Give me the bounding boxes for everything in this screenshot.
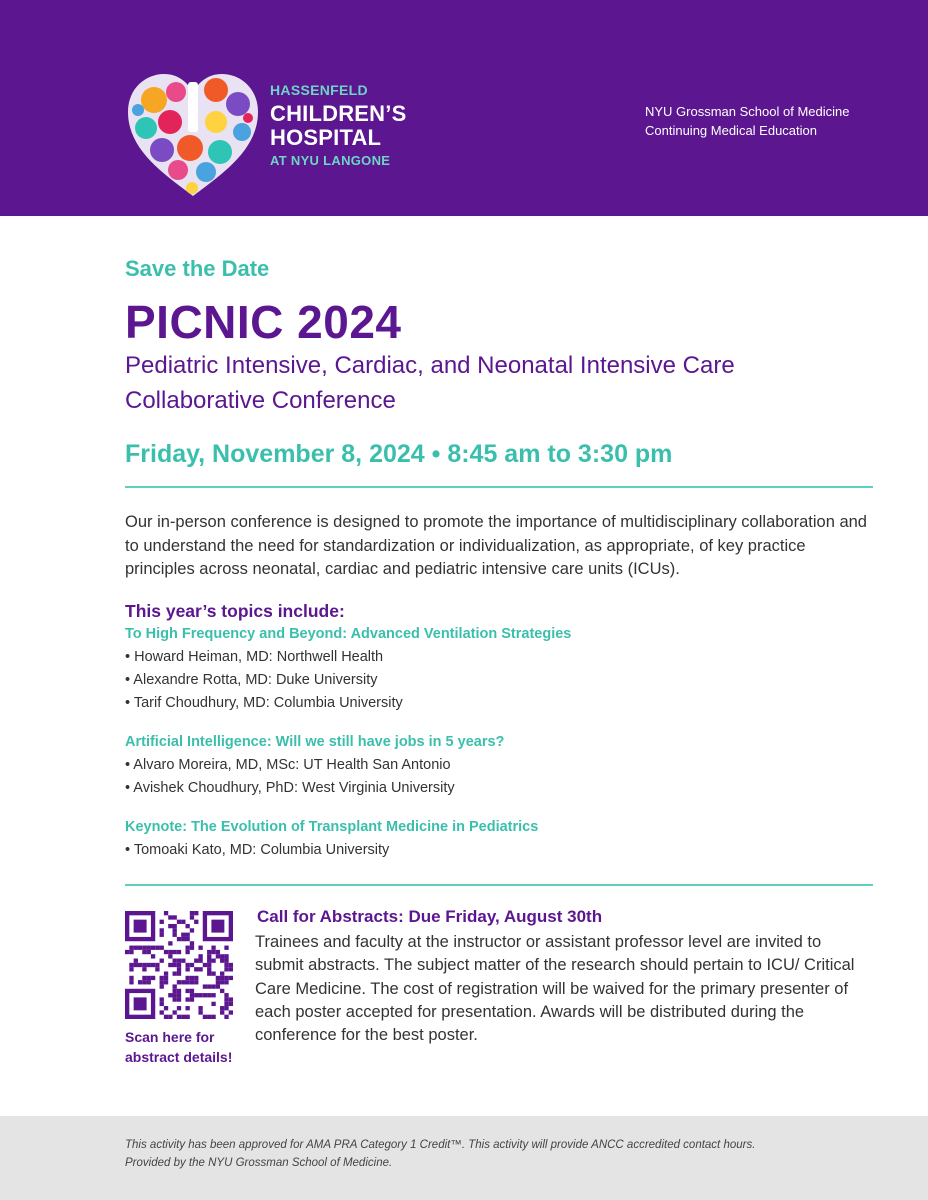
header-banner — [0, 0, 928, 216]
abstracts-title: Call for Abstracts: Due Friday, August 30th — [257, 907, 603, 926]
footer-line1: This activity has been approved for AMA PRA Category 1 Credit™. This activity will provide ANCC accredited contact hours. — [125, 1139, 756, 1151]
speaker-item: • Avishek Choudhury, PhD: West Virginia University — [125, 780, 455, 796]
qr-caption: Scan here for abstract details! — [125, 1029, 233, 1065]
speaker-list — [125, 754, 455, 800]
logo-line3: HOSPITAL — [270, 125, 382, 150]
topic-title: Artificial Intelligence: Will we still have jobs in 5 years? — [125, 734, 505, 750]
divider-top — [125, 486, 873, 488]
save-the-date: Save the Date — [125, 256, 270, 281]
speaker-item: • Howard Heiman, MD: Northwell Health — [125, 649, 384, 665]
subtitle-line2: Collaborative Conference — [125, 387, 396, 414]
heart-collage-logo-icon — [124, 70, 262, 200]
speaker-item: • Tarif Choudhury, MD: Columbia University — [125, 695, 403, 711]
org-line1: NYU Grossman School of Medicine — [645, 104, 850, 119]
footer-line2: Provided by the NYU Grossman School of Medicine. — [125, 1157, 393, 1169]
qr-code-icon[interactable] — [125, 911, 233, 1019]
event-datetime: Friday, November 8, 2024 • 8:45 am to 3:30 pm — [125, 440, 673, 468]
topic-title: To High Frequency and Beyond: Advanced Ventilation Strategies — [125, 626, 572, 642]
speaker-item: • Tomoaki Kato, MD: Columbia University — [125, 842, 390, 858]
subtitle-line1: Pediatric Intensive, Cardiac, and Neonatal Intensive Care — [125, 352, 735, 379]
topics-heading: This year’s topics include: — [125, 601, 345, 621]
speaker-item: • Alvaro Moreira, MD, MSc: UT Health San Antonio — [125, 757, 451, 773]
speaker-list — [125, 646, 403, 715]
event-subtitle — [125, 348, 845, 418]
accreditation-note — [125, 1136, 845, 1172]
organization-name — [645, 102, 849, 140]
intro-paragraph: Our in-person conference is designed to promote the importance of multidisciplinary collaboration and to understand the need for standardization or individualization, as appropriate, of key practice principles across neonatal, cardiac and pediatric intensive care units (ICUs). — [125, 513, 867, 578]
hospital-logo-text — [270, 83, 406, 167]
logo-line2: CHILDREN’S — [270, 101, 407, 126]
topic-title: Keynote: The Evolution of Transplant Medicine in Pediatrics — [125, 819, 539, 835]
divider-bottom — [125, 884, 873, 886]
logo-line1: HASSENFELD — [270, 82, 368, 98]
speaker-list — [125, 839, 389, 862]
logo-line4: AT NYU LANGONE — [270, 153, 391, 168]
speaker-item: • Alexandre Rotta, MD: Duke University — [125, 672, 378, 688]
abstracts-body: Trainees and faculty at the instructor or assistant professor level are invited to submit abstracts. The subject matter of the research should pertain to ICU/ Critical Care Medicine. The cost of registration will be waived for the primary presenter of each poster accepted for presentation. Awards will be distributed during the conference for the best poster. — [255, 933, 855, 1045]
org-line2: Continuing Medical Education — [645, 123, 817, 138]
event-title: PICNIC 2024 — [125, 296, 402, 348]
